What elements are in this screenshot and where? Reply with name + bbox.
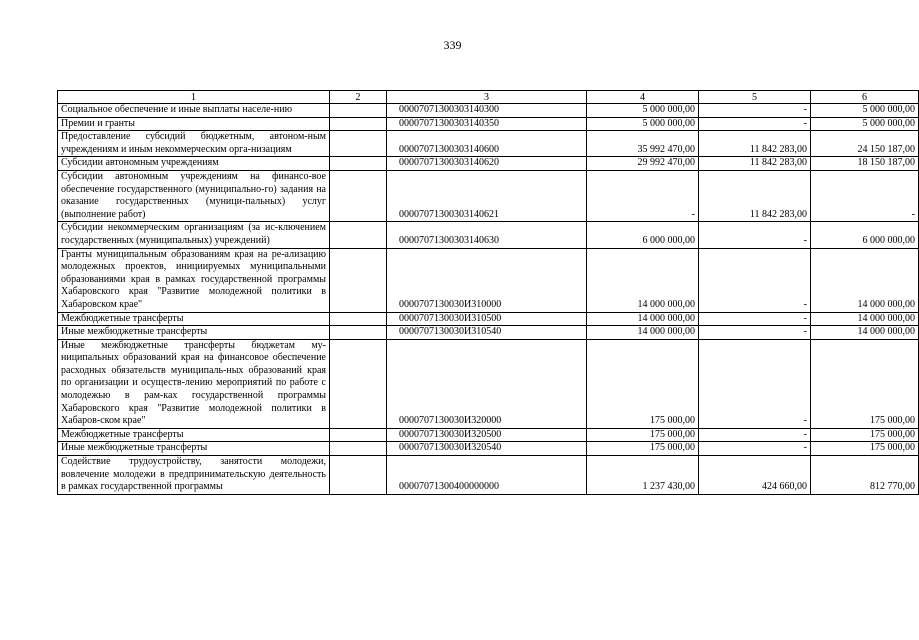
- row-value-5: -: [699, 248, 811, 312]
- row-value-5: -: [699, 222, 811, 248]
- row-name: Иные межбюджетные трансферты бюджетам му-ниципальных образований края на финансовое обеспечение расходных обязательств муниципаль-ных образований края по организации и осуществ-лению мероприятий по работе с молодежью в рам-ках государственной программы Хабаровского края "Развитие молодежной политики в Хабаров-ском крае": [58, 339, 330, 428]
- row-value-6: 175 000,00: [811, 428, 919, 442]
- page-number: 339: [443, 38, 462, 52]
- row-code: 0000707130030И320540: [387, 442, 587, 456]
- row-value-4: 175 000,00: [587, 428, 699, 442]
- row-value-5: -: [699, 326, 811, 340]
- row-code: 00007071300303140600: [387, 131, 587, 157]
- column-header: 6: [811, 91, 919, 104]
- row-value-4: 175 000,00: [587, 442, 699, 456]
- row-code: 00007071300303140350: [387, 117, 587, 131]
- row-name: Иные межбюджетные трансферты: [58, 442, 330, 456]
- row-value-5: -: [699, 312, 811, 326]
- row-name: Гранты муниципальным образованиям края на ре-ализацию молодежных проектов, инициируемых муниципальными образованиями края в рамках государственной программы Хабаровского края "Развитие молодежной политики в Хабаровском крае": [58, 248, 330, 312]
- column-header: 4: [587, 91, 699, 104]
- row-value-6: 6 000 000,00: [811, 222, 919, 248]
- row-name: Предоставление субсидий бюджетным, автоном-ным учреждениям и иным некоммерческим орга-низациям: [58, 131, 330, 157]
- row-code: 00007071300400000000: [387, 456, 587, 495]
- row-col2: [330, 456, 387, 495]
- table-row: [58, 170, 919, 221]
- row-name: Субсидии автономным учреждениям на финансо-вое обеспечение государственного (муниципально-го) задания на оказание государственных (муници-пальных) услуг (выполнение работ): [58, 170, 330, 221]
- row-code: 0000707130030314030​0: [387, 104, 587, 118]
- row-value-6: 24 150 187,00: [811, 131, 919, 157]
- table-row: [58, 456, 919, 495]
- row-code: 0000707130030И310540: [387, 326, 587, 340]
- row-name: Социальное обеспечение и иные выплаты населе-нию: [58, 104, 330, 118]
- row-col2: [330, 339, 387, 428]
- row-col2: [330, 428, 387, 442]
- row-name: Содействие трудоустройству, занятости молодежи, вовлечение молодежи в предпринимательскую деятельность в рамках государственной программы: [58, 456, 330, 495]
- row-name: Межбюджетные трансферты: [58, 312, 330, 326]
- row-value-4: 6 000 000,00: [587, 222, 699, 248]
- row-value-4: 14 000 000,00: [587, 248, 699, 312]
- row-name: Субсидии некоммерческим организациям (за ис-ключением государственных (муниципальных) учреждений): [58, 222, 330, 248]
- row-col2: [330, 326, 387, 340]
- row-col2: [330, 222, 387, 248]
- row-value-5: -: [699, 442, 811, 456]
- table-body: [58, 91, 919, 495]
- row-code: 0000707130030И310000: [387, 248, 587, 312]
- row-value-4: 35 992 470,00: [587, 131, 699, 157]
- row-value-4: -: [587, 170, 699, 221]
- row-code: 0000707130030И320000: [387, 339, 587, 428]
- row-value-6: 812 770,00: [811, 456, 919, 495]
- row-code: 0000707130030И320500: [387, 428, 587, 442]
- table-row: [58, 117, 919, 131]
- budget-table: [57, 90, 919, 495]
- row-value-5: 11 842 283,00: [699, 131, 811, 157]
- row-name: Субсидии автономным учреждениям: [58, 157, 330, 171]
- table-row: [58, 339, 919, 428]
- table-row: [58, 312, 919, 326]
- row-value-6: 14 000 000,00: [811, 248, 919, 312]
- table-row: [58, 104, 919, 118]
- row-value-4: 29 992 470,00: [587, 157, 699, 171]
- table-row: [58, 326, 919, 340]
- table-row: [58, 248, 919, 312]
- row-value-6: -: [811, 170, 919, 221]
- table-row: [58, 222, 919, 248]
- row-col2: [330, 248, 387, 312]
- row-col2: [330, 117, 387, 131]
- row-code: 00007071300303140630: [387, 222, 587, 248]
- table-row: [58, 442, 919, 456]
- row-value-5: 424 660,00: [699, 456, 811, 495]
- row-value-6: 18 150 187,00: [811, 157, 919, 171]
- table-row: [58, 157, 919, 171]
- row-name: Иные межбюджетные трансферты: [58, 326, 330, 340]
- row-value-5: -: [699, 104, 811, 118]
- row-value-6: 5 000 000,00: [811, 117, 919, 131]
- column-header: 1: [58, 91, 330, 104]
- column-header: 5: [699, 91, 811, 104]
- row-value-5: -: [699, 339, 811, 428]
- row-value-6: 14 000 000,00: [811, 326, 919, 340]
- row-code: 00007071300303140620: [387, 157, 587, 171]
- row-value-6: 5 000 000,00: [811, 104, 919, 118]
- row-code: 00007071300303140621: [387, 170, 587, 221]
- row-value-4: 5 000 000,00: [587, 104, 699, 118]
- table-row: [58, 428, 919, 442]
- row-col2: [330, 442, 387, 456]
- row-name: Премии и гранты: [58, 117, 330, 131]
- row-name: Межбюджетные трансферты: [58, 428, 330, 442]
- row-value-6: 14 000 000,00: [811, 312, 919, 326]
- row-value-6: 175 000,00: [811, 442, 919, 456]
- table-row: [58, 131, 919, 157]
- row-value-5: 11 842 283,00: [699, 170, 811, 221]
- row-col2: [330, 157, 387, 171]
- row-value-4: 5 000 000,00: [587, 117, 699, 131]
- row-value-6: 175 000,00: [811, 339, 919, 428]
- column-header: 2: [330, 91, 387, 104]
- row-value-5: -: [699, 428, 811, 442]
- row-value-4: 14 000 000,00: [587, 326, 699, 340]
- row-col2: [330, 170, 387, 221]
- row-col2: [330, 104, 387, 118]
- row-value-5: 11 842 283,00: [699, 157, 811, 171]
- row-code: 0000707130030И310500: [387, 312, 587, 326]
- row-value-4: 175 000,00: [587, 339, 699, 428]
- row-value-5: -: [699, 117, 811, 131]
- row-col2: [330, 312, 387, 326]
- row-col2: [330, 131, 387, 157]
- row-value-4: 1 237 430,00: [587, 456, 699, 495]
- row-value-4: 14 000 000,00: [587, 312, 699, 326]
- column-header-row: [58, 91, 919, 104]
- column-header: 3: [387, 91, 587, 104]
